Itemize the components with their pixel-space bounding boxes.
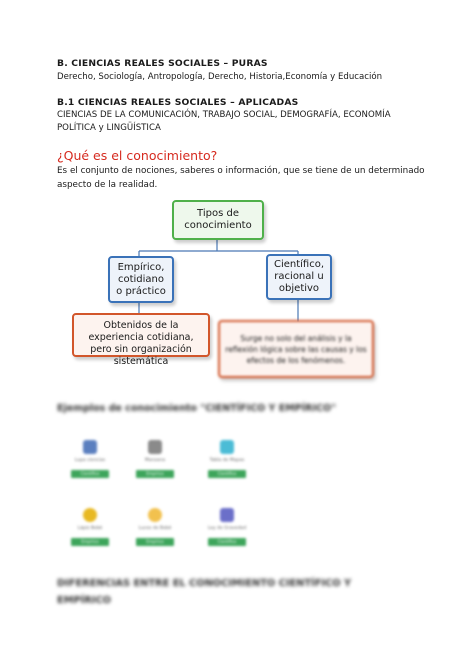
diagram-empirical-desc: Obtenidos de la experiencia cotidiana, pero sin organización sistemática (88, 320, 194, 367)
examples-heading: Ejemplos de conocimiento "CIENTÍFICO Y EMPÍRICO" (57, 403, 337, 414)
question-title: ¿Qué es el conocimiento? (57, 148, 218, 163)
apple-icon (148, 440, 162, 454)
section-b-heading: B. CIENCIAS REALES SOCIALES – PURAS (57, 58, 268, 69)
example-tag: Empírico (136, 470, 174, 478)
diagram-empirical-desc-box (72, 313, 210, 367)
diagram-scientific-desc: Surge no solo del análisis y la reflexión lógica sobre las causas y los efectos de los fenómenos. (225, 333, 367, 365)
example-tag: Empírico (71, 538, 109, 546)
example-tag: Científico (208, 470, 246, 478)
example-item (120, 440, 190, 478)
example-item (192, 440, 262, 478)
differences-heading-line1: DIFERENCIAS ENTRE EL CONOCIMIENTO CIENTÍFICO Y (57, 578, 352, 589)
example-tag: Empírico (136, 538, 174, 546)
diagram-empirical-box (108, 256, 174, 303)
diagram-root-box (172, 200, 264, 240)
diagram-scientific-desc-box (218, 320, 374, 378)
diagram-root-label: Tipos de conocimiento (184, 208, 252, 231)
section-b1-list-line2: POLÍTICA y LINGÜÍSTICA (57, 123, 161, 133)
section-b1-list-line1: CIENCIAS DE LA COMUNICACIÓN, TRABAJO SOCIAL, DEMOGRAFÍA, ECONOMÍA (57, 110, 391, 120)
example-item (192, 508, 262, 546)
example-label: Tabla de Mapas (209, 458, 245, 463)
example-label: Luces de Bebé (138, 526, 172, 531)
example-tag: Científico (71, 470, 109, 478)
example-label: Lupa ciencias (74, 458, 106, 463)
example-label: Lápiz Bebé (77, 526, 103, 531)
definition-line1: Es el conjunto de nociones, saberes o información, que se tiene de un determinado (57, 166, 425, 176)
lights-icon (148, 508, 162, 522)
diagram-empirical-label: Empírico, cotidiano o práctico (116, 261, 166, 297)
example-item (55, 508, 125, 546)
example-label: Manzana (144, 458, 166, 463)
example-tag: Científico (208, 538, 246, 546)
diagram-scientific-label: Científico, racional u objetivo (273, 259, 325, 294)
magnifier-icon (83, 440, 97, 454)
diagram-scientific-box (266, 254, 332, 300)
example-label: Ley de Gravedad (207, 526, 247, 531)
section-b1-heading: B.1 CIENCIAS REALES SOCIALES – APLICADAS (57, 97, 299, 108)
definition-line2: aspecto de la realidad. (57, 180, 158, 190)
section-b-list: Derecho, Sociología, Antropología, Derecho, Historia,Economía y Educación (57, 72, 383, 82)
pencil-icon (83, 508, 97, 522)
example-item (120, 508, 190, 546)
differences-heading-line2: EMPÍRICO (57, 595, 111, 606)
map-icon (220, 440, 234, 454)
example-item (55, 440, 125, 478)
gravity-icon (220, 508, 234, 522)
